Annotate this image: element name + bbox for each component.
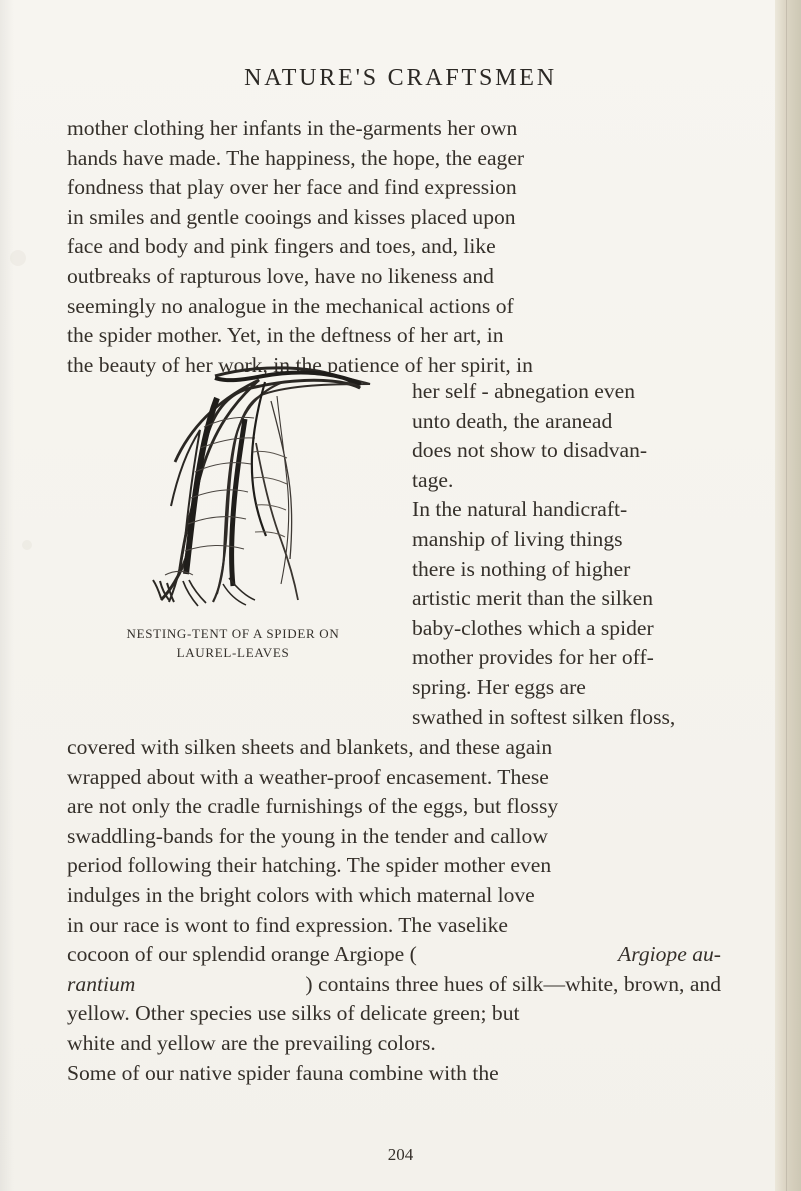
text-line: seemingly no analogue in the mechanical actions of [67, 293, 514, 318]
species-name-italic: rantium [67, 971, 136, 996]
text-line: mother clothing her infants in the-garments her own [67, 116, 518, 140]
caption-line: NESTING-TENT OF A SPIDER ON [126, 626, 340, 641]
paper-stain [10, 250, 26, 266]
text-line: unto death, the aranead [412, 408, 613, 433]
text-line: spring. Her eggs are [412, 674, 586, 699]
page-edge [775, 0, 801, 1191]
text-line: tage. [412, 467, 454, 492]
text-line: mother provides for her off- [412, 645, 654, 670]
text-line: outbreaks of rapturous love, have no likeness and [67, 263, 494, 288]
text-line: Some of our native spider fauna combine with the [67, 1060, 499, 1085]
text-line: swaddling-bands for the young in the tender and callow [67, 823, 548, 848]
text-line: yellow. Other species use silks of delicate green; but [67, 1001, 520, 1026]
text-line: wrapped about with a weather-proof encasement. These [67, 764, 549, 789]
text-line: fondness that play over her face and find expression [67, 175, 517, 200]
text-line: her self - abnegation even [412, 379, 636, 403]
text-line: the beauty of her work, in the patience of her spirit, in [67, 352, 533, 377]
text-line: manship of living things [412, 526, 623, 551]
wrapped-paragraph [412, 377, 721, 732]
running-head: NATURE'S CRAFTSMEN [244, 65, 557, 91]
text-line: swathed in softest silken floss, [412, 704, 676, 729]
text-line: artistic merit than the silken [412, 586, 654, 611]
text-fragment: cocoon of our splendid orange Argiope ( [67, 942, 417, 967]
text-line: indulges in the bright colors with which maternal love [67, 882, 535, 907]
text-line: In the natural handicraft- [412, 497, 628, 522]
text-line: hands have made. The happiness, the hope, the eager [67, 145, 525, 170]
species-name-italic: Argiope au- [618, 942, 721, 967]
text-line: there is nothing of higher [412, 556, 631, 581]
figure-caption [67, 624, 399, 662]
text-fragment: ) contains three hues of silk—white, brown, and [305, 971, 721, 996]
text-line: covered with silken sheets and blankets, and these again [67, 735, 553, 759]
text-line: face and body and pink fingers and toes, and, like [67, 234, 496, 259]
page-number: 204 [387, 1145, 414, 1164]
text-line: baby-clothes which a spider [412, 615, 654, 640]
text-line: does not show to disadvan- [412, 438, 648, 463]
text-line: in smiles and gentle cooings and kisses placed upon [67, 204, 516, 229]
top-paragraph [67, 114, 721, 380]
text-line: are not only the cradle furnishings of the eggs, but flossy [67, 794, 559, 819]
caption-line: LAUREL-LEAVES [176, 645, 290, 660]
text-line: white and yellow are the prevailing colors. [67, 1030, 436, 1055]
text-line-with-italic [67, 970, 721, 1000]
text-line: the spider mother. Yet, in the deftness of her art, in [67, 323, 504, 348]
text-line: in our race is wont to find expression. The vaselike [67, 912, 508, 937]
bottom-paragraph [67, 733, 721, 1088]
text-line-with-italic [67, 940, 721, 970]
text-line: period following their hatching. The spider mother even [67, 853, 552, 878]
paper-stain [22, 540, 32, 550]
nesting-tent-illustration [145, 360, 397, 610]
